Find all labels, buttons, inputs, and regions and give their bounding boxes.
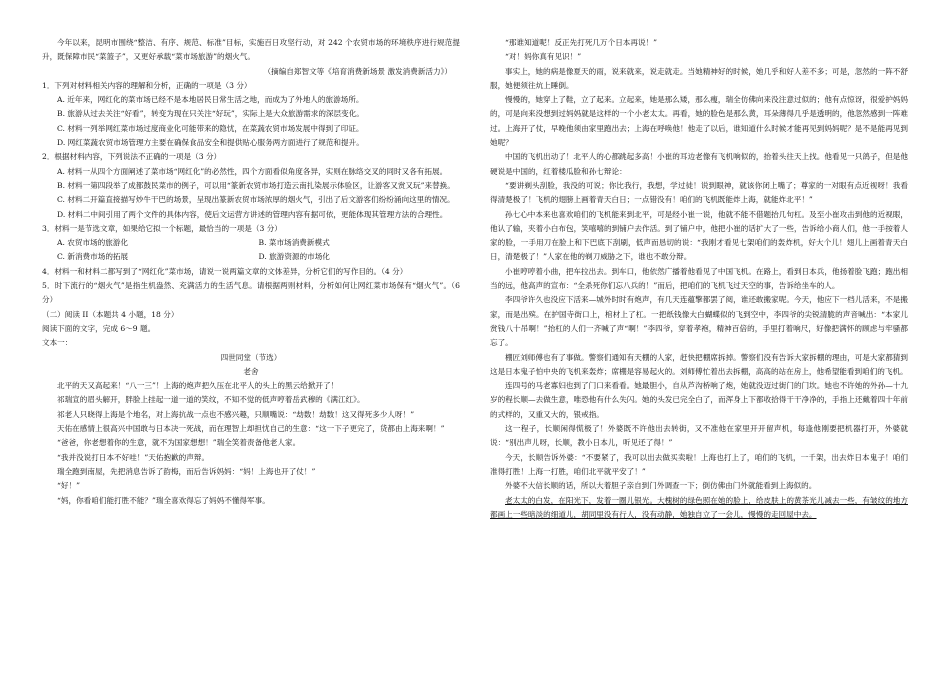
source-citation: （摘编自郑智文等《培育消费新场景 激发消费新活力》） [263,66,452,76]
story-paragraph: “对！妈你真有见识！” [505,52,582,62]
story-paragraph: 外婆不大信长顺的话，所以大着胆子亲自到门外调查一下；倒仿佛由门外就能看到上海似的。 [505,481,817,491]
story-paragraph: “妈，你看咱们能打胜不能？”瑞全喜欢得忘了妈妈不懂得军事。 [57,495,270,505]
question-3-option-b: B. 菜市场消费新模式 [258,238,330,248]
intro-paragraph: 今年以来，昆明市围绕“整洁、有序、规范、标准”目标，实施百日攻坚行动，对 242 个农贸市场的环境秩序进行规范提升，既保障市民“菜篮子”，又更好承载“菜市场旅游”的烟火气。 [42,38,460,62]
story-paragraph: 棚匠刘师傅也有了事做。警察们通知有天棚的人家，赶快把棚席拆掉。警察们没有告诉大家拆棚的理由，可是大家都猜到这是日本鬼子怕中央的飞机来轰炸；席棚是容易起火的。刘师傅忙着出去拆棚，高高的站在房上，他希望能看到咱们的飞机。 [490,352,908,376]
question-3-option-d: D. 旅游资源的市场化 [258,252,330,262]
question-1-stem: 1．下列对材料相关内容的理解和分析，正确的一项是（3 分） [42,80,252,90]
text-label: 文本一： [42,338,73,348]
story-paragraph: 这一程子，长顺闲得慌极了！外婆既不许他出去转街，又不准他在家里开开留声机，每逢他刚要把机器打开，外婆就说：“别出声儿呀，长顺，教小日本儿，听见还了得！” [490,424,908,448]
story-paragraph: 祁瑞宣的眉头解开，胖脸上挂起一道一道的笑纹，不知不觉的低声哼着岳武穆的《满江红》。 [57,395,365,405]
story-paragraph: 祁老人只晓得上海是个地名，对上海抗战一点也不感兴趣，只顺嘴说：“劫数！劫数！这又得死多少人呀！” [57,409,415,419]
underlined-story-paragraph: 老太太的白发，在阳光下，发着一圈儿银光。大槐树的绿色照在她的脸上，给皮肤上的黄茶光儿减去一些，有皱纹的地方都画上一些暗淡的细道儿，胡同里没有行人，没有动静，她独自立了一会儿，慢慢的走回屋中去。 [490,495,908,519]
question-4: 4．材料一和材料二都写到了“网红化”菜市场，请说一说两篇文章的文体差异，分析它们的写作目的。（4 分） [42,266,408,276]
question-2-option-c: C. 材料二开篇直接描写炒牛干巴的场景，呈现出篆新农贸市场浓厚的烟火气，引出了后文游客们纷纷涌向这里的情况。 [57,195,455,205]
question-2-option-a: A. 材料一从四个方面阐述了菜市场“网红化”的必然性，四个方面看似角度各异，实则在脉络交叉的同时又各有拓展。 [57,166,448,176]
story-paragraph: 小崔哼哼着小曲，把车拉出去。到车口，他依然广播着他看见了中国飞机。在路上，看到日本兵，他扬着脸飞跑；跑出相当的远，他高声的宣布：“全杀死你们忘八兵的！”而后，把咱们的飞机飞过天空的事，告诉给坐车的人。 [490,266,908,291]
story-paragraph: 中国的飞机出动了！北平人的心都跳起多高！小崔的耳边老像有飞机响似的，抬着头往天上找。他看见一只鸽子，但是他硬说是中国的，红着楼瓜脸和孙七辩论： [490,152,908,176]
question-3-options-row-1 [42,236,460,250]
story-paragraph: 连四号的马老寡妇也到了门口来看看。她最胆小，自从芦沟桥响了炮，她就没迈过街门的门坎。她也不许她的外孙—十九岁的程长顺—去做生意，唯恐他有什么失闪。她的头发已完全白了，而浑身上下都收拾得干干净净的，手指上还戴着四十年前的式样的，又重又大的，银戒指。 [490,381,908,419]
question-1-option-d: D. 网红菜蔬农贸市场管理方主要在确保食品安全和提供贴心服务两方面进行了规范和提升。 [57,138,364,148]
question-5: 5．时下流行的“烟火气”是指生机盎然、充满活力的生活气息。请根据两则材料，分析如何让网红菜市场保有“烟火气”。（6 分） [42,281,460,305]
story-paragraph: 天佑在感情上很高兴中国敢与日本决一死战，而在理智上却担忧自己的生意：“这一下子更完了，货都由上海来啊！” [57,424,445,434]
left-column [42,36,460,508]
story-paragraph: 瑞全跑到南屋，先把消息告诉了韵梅，而后告诉妈妈：“妈！上海也开了仗！” [57,466,316,476]
question-1-option-c: C. 材料一列举网红菜市场过度商业化可能带来的隐忧，在菜蔬农贸市场发展中得到了印证。 [57,123,364,133]
question-2-option-d: D. 材料二中间引用了两个文件的具体内容，使后文运营方讲述的管理内容有据可依，更能体现其管理方法的合理性。 [57,209,448,219]
question-1-option-b: B. 旅游从过去关注“好看”，转变为现在只关注“好玩”，实际上是大众旅游需求的深层变化。 [57,109,364,119]
right-column [490,36,908,522]
question-3-option-a: A. 农贸市场的旅游化 [57,238,129,248]
story-paragraph: 孙七心中本来也喜欢咱们的飞机能来到北平，可是经小崔一说，他就不能不借题抬几句杠。及至小崔攻击到他的近视眼，他认了输，夹着小白布包，笑嘻嘻的到铺户去作活。到了铺户中，他把小崔的话扩大了一些，告诉给小商人们，他一手按着人家的脸，一手用刀在脸上和下巴底下刮刷，低声而恳切的说：“我刚才看见七架咱们的轰炸机，好大个儿！翅儿上画着青天白日，清楚极了！”人家在他的剃刀威胁之下，谁也不敢分辩。 [490,209,908,262]
question-3-stem: 3．材料一是节选文章，如果给它拟一个标题，最恰当的一项是（3 分） [42,223,282,233]
story-paragraph: “好！” [57,481,80,491]
question-3-option-c: C. 新消费市场的拓展 [57,252,129,262]
story-paragraph: 李四爷许久也没应下活来—城外时时有炮声，有几天连蕴擎都罢了阅，谁还敢搬家呢。今天，他应下一档儿活来，不是搬家，而是出殡。在护国寺街口上，棺材上了杠。一把纸钱像大白蝴蝶似的飞到空中，李四爷的尖锐清脆的声音喊出：“本家儿赏钱八十吊啊！”抬杠的人们一齐喊了声“啊！”李四爷，穿着孝袍，精神百倍的，手里打着响尺，好像把满怀的顾虑与牢骚都忘了。 [490,295,908,348]
question-2-option-b: B. 材料一第四段举了成都鼓民菜市的例子，可以用“篆新农贸市场打造云南扎染展示体验区，让游客又赏又玩”来替换。 [57,180,455,190]
story-paragraph: 事实上，她的病是像夏天的雨，说来就来，说走就走。当她精神好的时候，她几乎和好人差不多；可是，忽然的一阵不舒服，她便须往炕上睡倒。 [490,66,908,90]
story-author: 老舍 [243,366,259,376]
story-paragraph: 慢慢的，她穿上了鞋，立了起来。立起来，她是那么矮，那么瘦，瑞全仿佛向来没注意过似的；他有点惊讶，很爱护妈妈的，可是向来没想到过妈妈就是这样的一个小老太太。再看，她的脸色是那么黄，耳朵薄得几乎是透明的，他忽然感到一阵难过。上海开了仗，早晚他须由家里跑出去；上海在呼唤他！他走了以后，谁知道什么时候才能再见到妈妈呢？是不是能再见到她呢？ [490,95,908,148]
story-paragraph: “要讲剃头刮脸，我没的可说；你比我行，我想，学过徒！说到眼神，就该你闭上嘴了；尊家的一对眼有点近视呀！我看得清楚极了！飞机的翅膀上画着青天白日；一点错没有！咱们的飞机既能炸上海，就能炸北平！” [490,180,908,205]
story-title: 四世同堂（节选） [220,352,282,362]
question-3-options-row-2 [42,250,460,264]
question-2-stem: 2．根据材料内容，下列说法不正确的一项是（3 分） [42,152,222,162]
story-paragraph: 今天，长顺告诉外婆：“不要紧了，我可以出去做买卖啦！上海也打上了，咱们的飞机，一千架，出去炸日本鬼子！咱们准得打胜！上海一打胜，咱们北平就平安了！” [490,452,908,476]
story-paragraph: “爸爸，你老想着你的生意，就不为国家想想！”瑞全笑着责备他老人家。 [57,438,301,448]
story-paragraph: “我并没说打日本不好哇！”天佑抱歉的声辩。 [57,452,210,462]
story-paragraph: 北平的天又高起来！“八一三”！上海的炮声把久压在北平人的头上的黑云给掀开了！ [57,381,339,391]
story-paragraph: “那谁知道呢！反正先打死几万个日本再说！” [505,38,658,47]
question-1-option-a: A. 近年来，网红化的菜市场已经不是本地居民日常生活之地，而成为了外地人的旅游场所。 [57,95,364,105]
reading-instruction: 阅读下面的文字，完成 6～9 题。 [42,323,156,333]
section-heading: （二）阅读 II（本题共 4 小题，18 分） [42,309,179,319]
